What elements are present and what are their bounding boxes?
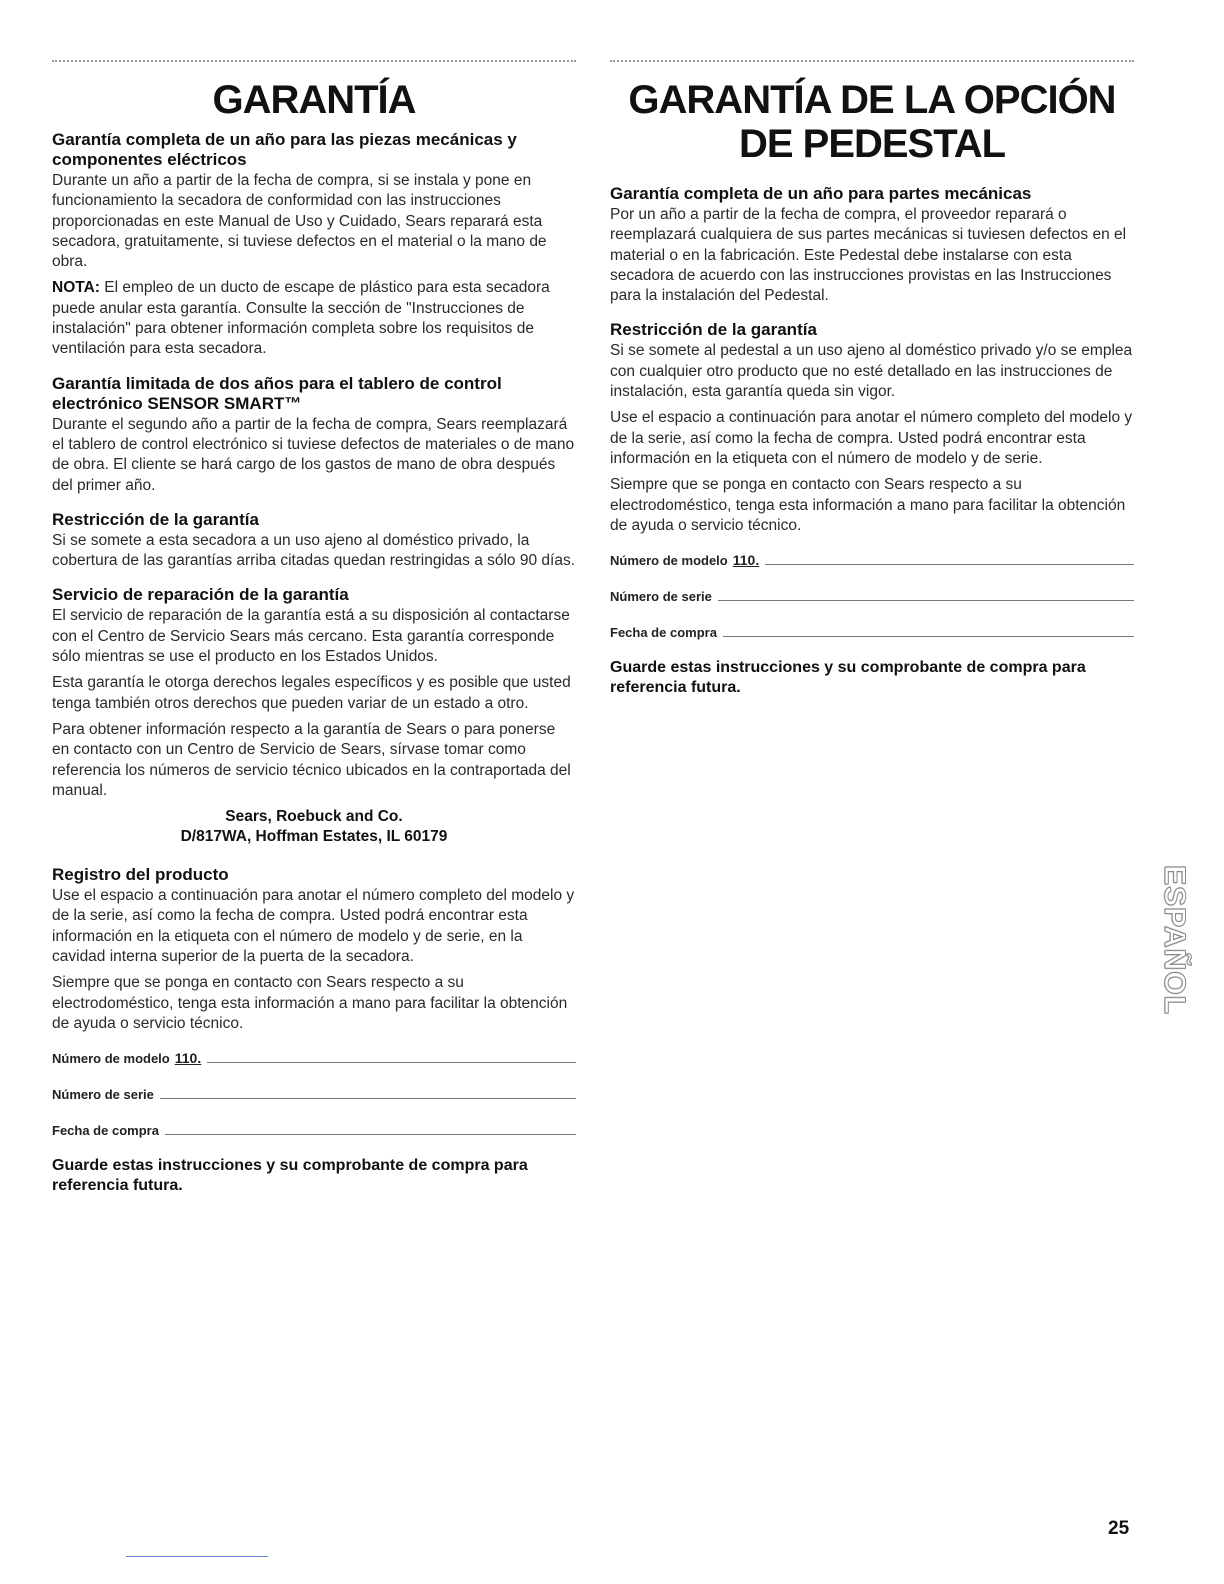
field-value: 110. [732, 552, 760, 569]
field-label: Número de serie [610, 589, 712, 605]
section-warranty-restriction [52, 510, 576, 572]
language-side-tab [1158, 815, 1191, 1065]
paragraph: Por un año a partir de la fecha de compra, el proveedor reparará o reemplazará cualquiera de sus partes mecánicas si tuviesen defectos en el material o en la fabricación. Este Pedestal debe instalarse con esta secadora de acuerdo con las instrucciones provistas en las Instrucciones para la instalación del Pedestal. [610, 206, 1127, 305]
paragraph: Durante el segundo año a partir de la fecha de compra, Sears reemplazará el tablero de control electrónico si tuviese defectos de materiales o de mano de obra. El cliente se hará cargo de los gastos de mano de obra después del primer año. [52, 415, 575, 494]
field-label: Número de serie [52, 1087, 154, 1103]
address-line: D/817WA, Hoffman Estates, IL 60179 [180, 828, 448, 846]
section-heading: Garantía completa de un año para las piezas mecánicas y componentes eléctricos [52, 130, 517, 169]
page-title: GARANTÍA [212, 78, 416, 122]
top-dotted-rule [52, 60, 576, 62]
blank-line[interactable] [160, 1098, 576, 1099]
top-dotted-rule [610, 60, 1134, 62]
paragraph: Use el espacio a continuación para anotar el número completo del modelo y de la serie, así como la fecha de compra. Usted podrá encontrar esta información en la etiqueta con el número de modelo y de serie. [610, 409, 1133, 467]
blank-line[interactable] [723, 636, 1134, 637]
section-heading: Garantía limitada de dos años para el tablero de control electrónico SENSOR SMART™ [52, 373, 502, 413]
blank-line[interactable] [718, 600, 1134, 601]
serial-number-field[interactable] [610, 586, 1134, 604]
title-line: DE PEDESTAL [738, 122, 1006, 166]
section-heading: Garantía completa de un año para partes mecánicas [610, 184, 1032, 203]
note-label: NOTA: [52, 279, 100, 297]
paragraph: Si se somete al pedestal a un uso ajeno al doméstico privado y/o se emplea con cualquier otro producto que no esté detallado en las instrucciones de instalación, esta garantía queda sin vigor. [610, 342, 1133, 401]
field-label: Fecha de compra [610, 625, 717, 641]
model-number-field[interactable] [610, 550, 1134, 568]
closing-note: Guarde estas instrucciones y su comprobante de compra para referencia futura. [52, 1157, 528, 1195]
paragraph: Siempre que se ponga en contacto con Sears respecto a su electrodoméstico, tenga esta información a mano para facilitar la obtención de ayuda o servicio técnico. [610, 476, 1126, 534]
section-product-registration [52, 865, 576, 1034]
section-heading: Servicio de reparación de la garantía [52, 585, 349, 605]
section-heading: Registro del producto [52, 865, 229, 885]
purchase-date-field[interactable] [52, 1120, 576, 1138]
serial-number-field[interactable] [52, 1084, 576, 1102]
paragraph: Si se somete a esta secadora a un uso ajeno al doméstico privado, la cobertura de las garantías arriba citadas quedan restringidas a sólo 90 días. [52, 531, 576, 570]
footer-rule [126, 1556, 268, 1557]
section-pedestal-restriction [610, 320, 1134, 536]
field-label: Número de modelo [610, 553, 728, 569]
field-value: 110. [174, 1050, 202, 1067]
field-label: Fecha de compra [52, 1123, 159, 1139]
paragraph: Use el espacio a continuación para anotar el número completo del modelo y de la serie, así como la fecha de compra. Usted podrá encontrar esta información en la etiqueta con el número de modelo y de serie, en la cavidad interna superior de la puerta de la secadora. [52, 887, 575, 966]
note-text: El empleo de un ducto de escape de plástico para esta secadora puede anular esta garantía. Consulte la sección de "Instrucciones de instalación" para obtener información completa sobre los requisitos de ventilación para esta secadora. [52, 279, 550, 358]
paragraph: Esta garantía le otorga derechos legales específicos y es posible que usted tenga también otros derechos que pueden variar de un estado a otro. [52, 674, 571, 712]
title-line: GARANTÍA DE LA OPCIÓN [628, 78, 1116, 122]
blank-line[interactable] [765, 564, 1134, 565]
field-label: Número de modelo [52, 1051, 170, 1067]
pedestal-title [610, 78, 1134, 166]
section-limited-warranty [52, 374, 576, 496]
company-address [52, 807, 576, 847]
section-heading: Restricción de la garantía [610, 320, 817, 340]
left-column [52, 60, 576, 1196]
paragraph: Durante un año a partir de la fecha de compra, si se instala y pone en funcionamiento la secadora de conformidad con las instrucciones proporcionadas en este Manual de Uso y Cuidado, Sears reparará esta secadora, gratuitamente, si tuviese defectos en el material o la mano de obra. [52, 172, 547, 271]
section-heading: Restricción de la garantía [52, 509, 259, 529]
model-number-field[interactable] [52, 1048, 576, 1066]
right-column [610, 60, 1134, 698]
section-pedestal-full-warranty [610, 184, 1134, 306]
blank-line[interactable] [207, 1062, 576, 1063]
note-paragraph [52, 278, 576, 359]
section-full-warranty [52, 130, 576, 360]
closing-note: Guarde estas instrucciones y su comprobante de compra para referencia futura. [610, 659, 1086, 697]
paragraph: El servicio de reparación de la garantía está a su disposición al contactarse con el Centro de Servicio Sears más cercano. Esta garantía corresponde sólo mientras se use el producto en los Estados Unidos. [52, 607, 570, 666]
page-number: 25 [1108, 1518, 1130, 1539]
purchase-date-field[interactable] [610, 622, 1134, 640]
address-line: Sears, Roebuck and Co. [225, 808, 403, 826]
paragraph: Siempre que se ponga en contacto con Sears respecto a su electrodoméstico, tenga esta información a mano para facilitar la obtención de ayuda o servicio técnico. [52, 974, 568, 1032]
blank-line[interactable] [165, 1134, 576, 1135]
paragraph: Para obtener información respecto a la garantía de Sears o para ponerse en contacto con un Centro de Servicio de Sears, sírvase tomar como referencia los números de servicio técnico ubicados en la contraportada del manual. [52, 720, 571, 799]
side-tab-label: ESPAÑOL [1158, 865, 1191, 1015]
section-warranty-service [52, 585, 576, 847]
